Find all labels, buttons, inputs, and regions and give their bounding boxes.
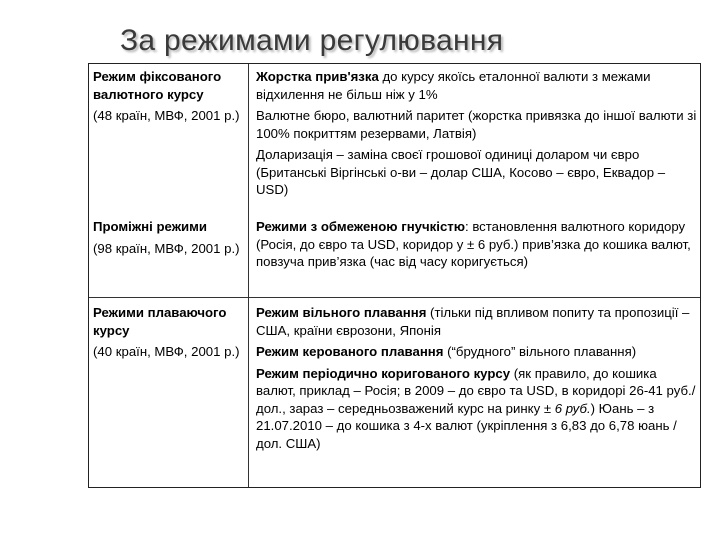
currency-board-paragraph: Валютне бюро, валютний паритет (жорстка привязка до іншої валюти зі 100% покриттям резервами, Латвія) — [256, 108, 697, 141]
table-row-fixed-intermediate — [89, 64, 700, 298]
slide-title: За режимами регулювання — [120, 24, 504, 57]
table-row-floating — [89, 298, 700, 487]
managed-float-paragraph: Режим керованого плавання (“брудного” вільного плавання) — [256, 344, 637, 359]
intermediate-regime-title: Проміжні режими — [93, 219, 208, 234]
hard-peg-paragraph: Жорстка прив'язка до курсу якоїсь еталонної валюти з межами відхилення не більш ніж у 1% — [256, 69, 651, 102]
cell-floating-description — [256, 304, 698, 456]
dollarization-paragraph: Доларизація – заміна своєї грошової одиниці доларом чи євро (Британські Віргінські о-ви – долар США, Косово – євро, Еквадор – USD) — [256, 147, 666, 197]
free-float-paragraph: Режим вільного плавання (тільки під впливом попиту та пропозиції – США, країни єврозони, Японія — [256, 305, 690, 338]
floating-regime-note: (40 країн, МВФ, 2001 р.) — [93, 344, 240, 359]
regimes-table — [88, 63, 701, 488]
adjustable-peg-paragraph: Режим періодично коригованого курсу (як правило, до кошика валют, приклад – Росія; в 2009 – до євро та USD, в коридорі 26-41 руб./дол., зараз – середньозважений курс на ринку ± 6 руб.) Юань – з 21.07.2010 – до кошика з 4-х валют (укріплення з 6,83 до 6,78 юань / дол. США) — [256, 365, 696, 451]
limited-flexibility-paragraph: Режими з обмеженою гнучкістю: встановлення валютного коридору (Росія, до євро та USD, коридор у ± 6 руб.) прив’язка до кошика валют, повзуча прив’язка (час від часу коригується) — [256, 219, 691, 269]
intermediate-regime-note: (98 країн, МВФ, 2001 р.) — [93, 240, 240, 256]
cell-intermediate-regime — [93, 218, 243, 261]
cell-fixed-description — [256, 68, 698, 203]
floating-regime-title: Режими плаваючого курсу — [93, 305, 227, 338]
cell-floating-regime — [93, 304, 243, 365]
fixed-regime-note: (48 країн, МВФ, 2001 р.) — [93, 108, 240, 123]
cell-intermediate-description — [256, 218, 698, 275]
fixed-regime-title: Режим фіксованого валютного курсу — [93, 69, 222, 102]
cell-fixed-regime — [93, 68, 243, 129]
